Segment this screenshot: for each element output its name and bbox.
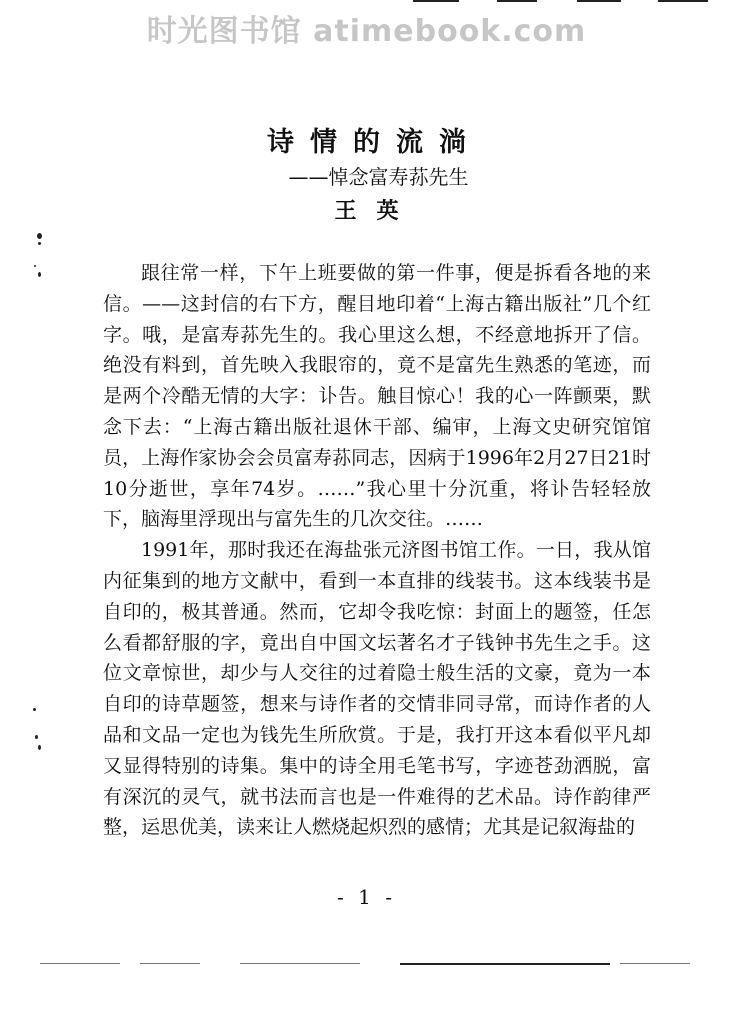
- scan-line: [40, 963, 120, 964]
- scan-line: [658, 0, 708, 2]
- paragraph: 跟往常一样，下午上班要做的第一件事，便是拆看各地的来信。——这封信的右下方，醒目地印着“上海古籍出版社”几个红字。哦，是富寿荪先生的。我心里这么想，不经意地拆开了信。绝没有料到，首先映入我眼帘的，竟不是富先生熟悉的笔迹，而是两个冷酷无情的大字：讣告。触目惊心！我的心一阵颤栗，默念下去：“上海古籍出版社退休干部、编审，上海文史研究馆馆员，上海作家协会会员富寿荪同志，因病于1996年2月27日21时10分逝世，享年74岁。……”我心里十分沉重，将讣告轻轻放下，脑海里浮现出与富先生的几次交往。……: [103, 262, 651, 531]
- article-subtitle: ——悼念富寿荪先生: [288, 165, 469, 189]
- scan-speck: [35, 735, 38, 739]
- scan-speck: [34, 265, 36, 267]
- page-number: - 1 -: [337, 885, 396, 909]
- scan-speck: [38, 745, 41, 750]
- scan-line: [497, 0, 537, 2]
- scan-speck: [33, 708, 36, 711]
- scan-line: [400, 963, 610, 965]
- article-title: 诗情的流淌: [267, 127, 482, 158]
- article-author: 王英: [334, 199, 419, 224]
- scan-speck: [38, 272, 41, 277]
- watermark: 时光图书馆 atimebook.com: [146, 14, 587, 49]
- scan-line: [140, 963, 200, 964]
- scan-line: [413, 0, 459, 2]
- scan-speck: [38, 242, 41, 245]
- scan-line: [240, 963, 360, 964]
- scan-line: [620, 963, 690, 964]
- scan-line: [577, 0, 621, 2]
- article-body: [103, 258, 651, 843]
- paragraph: 1991年，那时我还在海盐张元济图书馆工作。一日，我从馆内征集到的地方文献中，看到一本直排的线装书。这本线装书是自印的，极其普通。然而，它却令我吃惊：封面上的题签，任怎么看都舒服的字，竟出自中国文坛著名才子钱钟书先生之手。这位文章惊世，却少与人交往的过着隐士般生活的文豪，竟为一本自印的诗草题签，想来与诗作者的交情非同寻常，而诗作者的人品和文品一定也为钱先生所欣赏。于是，我打开这本看似平凡却又显得特别的诗集。集中的诗全用毛笔书写，字迹苍劲洒脱，富有深沉的灵气，就书法而言也是一件难得的艺术品。诗作韵律严整，运思优美，读来让人燃烧起炽烈的感情；尤其是记叙海盐的: [103, 539, 651, 839]
- scan-speck: [37, 233, 42, 239]
